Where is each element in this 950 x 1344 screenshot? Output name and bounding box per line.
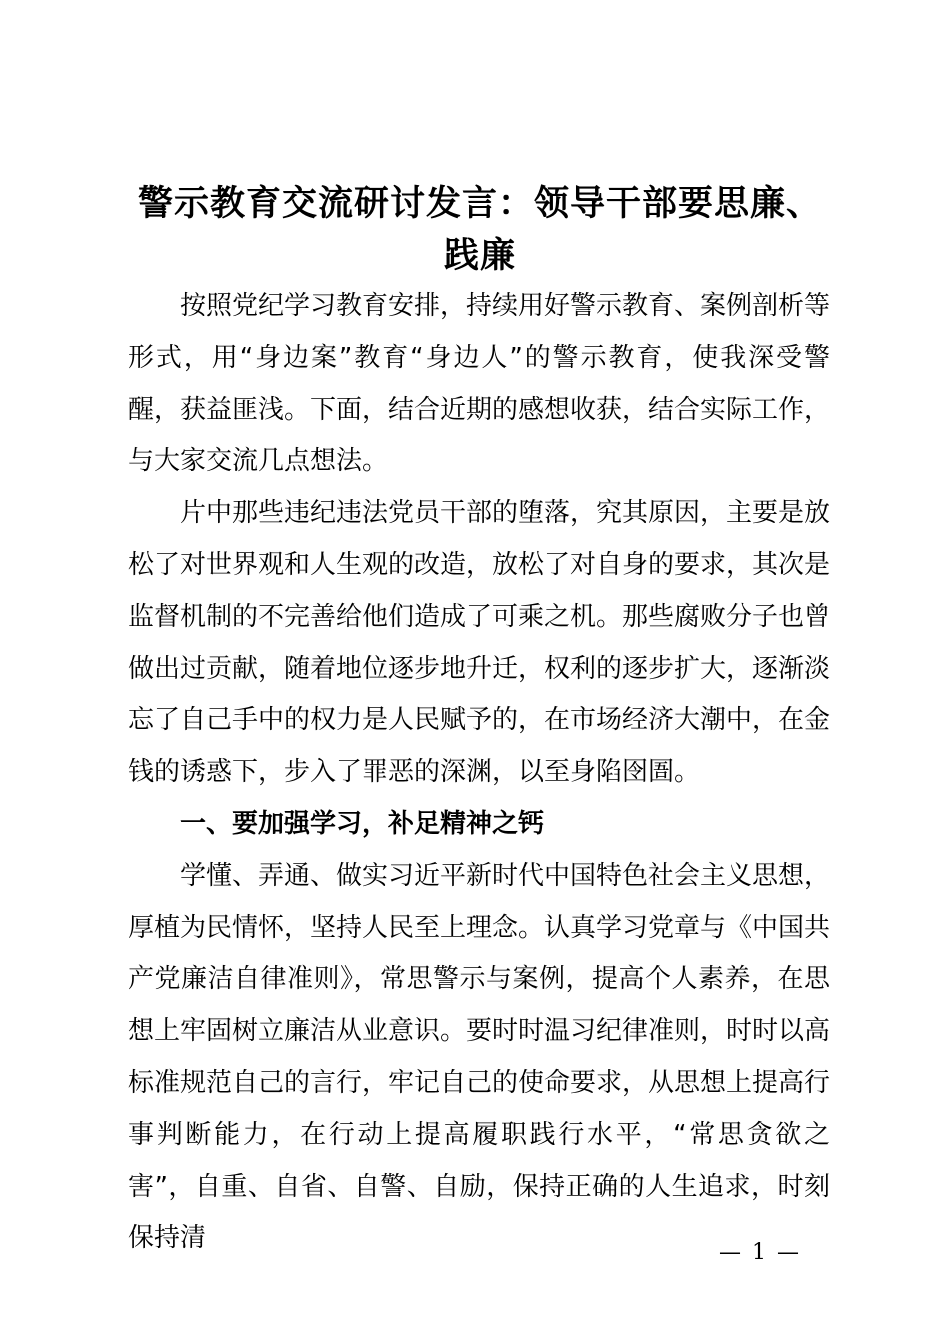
document-title: 警示教育交流研讨发言：领导干部要思廉、践廉	[137, 184, 822, 276]
document-body	[128, 281, 830, 1265]
page-number: — 1 —	[719, 1240, 801, 1265]
paragraph-intro: 按照党纪学习教育安排，持续用好警示教育、案例剖析等形式，用“身边案”教育“身边人”的警示教育，使我深受警醒，获益匪浅。下面，结合近期的感想收获，结合实际工作，与大家交流几点想法。	[128, 291, 831, 477]
section-heading-1: 一、要加强学习，补足精神之钙	[180, 808, 545, 839]
paragraph-section-1: 学懂、弄通、做实习近平新时代中国特色社会主义思想，厚植为民情怀，坚持人民至上理念。认真学习党章与《中国共产党廉洁自律准则》，常思警示与案例，提高个人素养，在思想上牢固树立廉洁从业意识。要时时温习纪律准则，时时以高标准规范自己的言行，牢记自己的使命要求，从思想上提高行事判断能力，在行动上提高履职践行水平，“常思贪欲之害”，自重、自省、自警、自励，保持正确的人生追求，时刻保持清	[128, 860, 831, 1254]
paragraph-analysis: 片中那些违纪违法党员干部的堕落，究其原因，主要是放松了对世界观和人生观的改造，放松了对自身的要求，其次是监督机制的不完善给他们造成了可乘之机。那些腐败分子也曾做出过贡献，随着地位逐步地升迁，权利的逐步扩大，逐渐淡忘了自己手中的权力是人民赋予的，在市场经济大潮中，在金钱的诱惑下，步入了罪恶的深渊，以至身陷囹圄。	[128, 498, 831, 788]
